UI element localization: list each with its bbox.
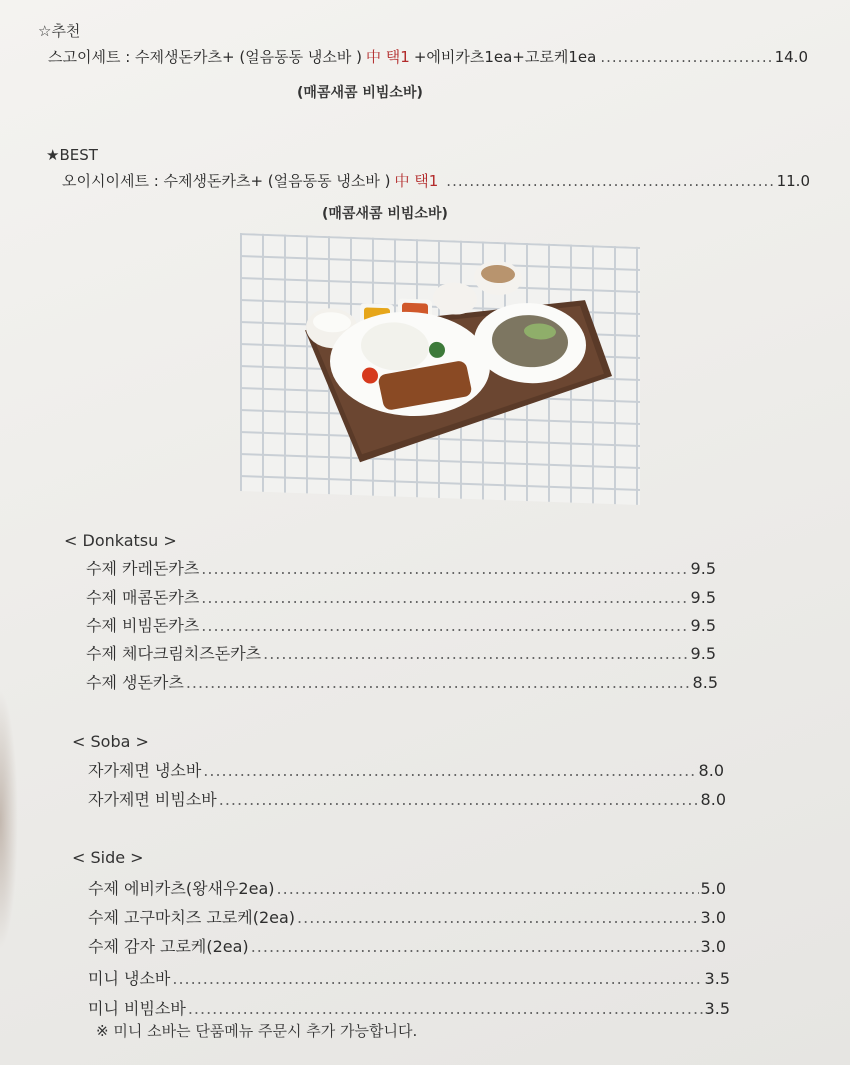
- menu-row: [88, 758, 724, 781]
- menu-row: [86, 641, 716, 664]
- recommended-choice-badge: 中 택1: [366, 48, 410, 66]
- item-price: 3.0: [700, 937, 726, 956]
- dot-leader: [277, 879, 699, 898]
- sauce-bowl: [433, 282, 477, 316]
- item-price: 8.0: [700, 790, 726, 809]
- best-price: 11.0: [776, 172, 810, 190]
- item-name: 수제 에비카츠(왕새우2ea): [88, 879, 275, 898]
- menu-row: [88, 876, 726, 899]
- section-title-donkatsu: < Donkatsu >: [64, 531, 177, 550]
- item-name: 수제 체다크림치즈돈카츠: [86, 644, 262, 663]
- page-edge-shadow: [0, 690, 18, 950]
- section-title-soba: < Soba >: [72, 732, 149, 751]
- menu-row: [86, 670, 718, 693]
- dot-leader: [201, 588, 688, 607]
- menu-row: [88, 966, 730, 989]
- item-name: 수제 생돈카츠: [86, 673, 184, 692]
- item-name: 수제 비빔돈카츠: [86, 616, 200, 635]
- item-price: 3.5: [704, 999, 730, 1018]
- menu-row: [86, 613, 716, 636]
- best-header: ★BEST: [46, 146, 98, 164]
- menu-row: [88, 787, 726, 810]
- item-price: 3.0: [700, 908, 726, 927]
- menu-row: [88, 996, 730, 1019]
- dot-leader: [201, 559, 688, 578]
- menu-row: [88, 934, 726, 957]
- best-set-line: [62, 170, 810, 191]
- menu-row: [88, 905, 726, 928]
- item-name: 자가제면 냉소바: [88, 761, 202, 780]
- best-choice-badge: 中 택1: [394, 172, 439, 190]
- best-set-name: 오이시이세트 : 수제생돈카츠+ (얼음동동 냉소바 ): [62, 172, 391, 190]
- dot-leader: [263, 644, 688, 663]
- menu-row: [86, 585, 716, 608]
- item-name: 자가제면 비빔소바: [88, 790, 217, 809]
- item-name: 미니 냉소바: [88, 969, 171, 988]
- section-title-side: < Side >: [72, 848, 144, 867]
- item-name: 수제 매콤돈카츠: [86, 588, 200, 607]
- item-name: 미니 비빔소바: [88, 999, 186, 1018]
- item-name: 수제 고구마치즈 고로케(2ea): [88, 908, 296, 927]
- recommended-set-name: 스고이세트 : 수제생돈카츠+ (얼음동동 냉소바 ): [48, 48, 362, 66]
- dot-leader: [600, 48, 770, 66]
- item-price: 9.5: [690, 559, 716, 578]
- item-price: 9.5: [690, 616, 716, 635]
- item-price: 5.0: [700, 879, 726, 898]
- item-price: 9.5: [690, 588, 716, 607]
- item-price: 9.5: [690, 644, 716, 663]
- recommended-sub: (매콤새콤 비빔소바): [297, 85, 423, 101]
- recommended-set-line: [48, 46, 808, 67]
- dot-leader: [201, 616, 688, 635]
- recommended-header: ☆추천: [38, 22, 81, 40]
- item-name: 수제 감자 고로케(2ea): [88, 937, 249, 956]
- menu-row: [86, 556, 716, 579]
- best-sub: (매콤새콤 비빔소바): [322, 206, 448, 222]
- dot-leader: [172, 969, 702, 988]
- dot-leader: [188, 999, 703, 1018]
- dot-leader: [219, 790, 699, 809]
- item-price: 8.0: [698, 761, 724, 780]
- side-note: ※ 미니 소바는 단품메뉴 주문시 추가 가능합니다.: [96, 1022, 418, 1040]
- dot-leader: [203, 761, 696, 780]
- item-price: 3.5: [704, 969, 730, 988]
- dot-leader: [251, 937, 699, 956]
- food-tray-illustration: [240, 233, 640, 505]
- item-price: 8.5: [692, 673, 718, 692]
- recommended-price: 14.0: [774, 48, 808, 66]
- item-name: 수제 카레돈카츠: [86, 559, 200, 578]
- food-photo: [240, 233, 640, 505]
- dot-leader: [446, 172, 772, 190]
- recommended-extra: +에비카츠1ea+고로케1ea: [413, 48, 597, 66]
- dot-leader: [297, 908, 699, 927]
- dot-leader: [186, 673, 691, 692]
